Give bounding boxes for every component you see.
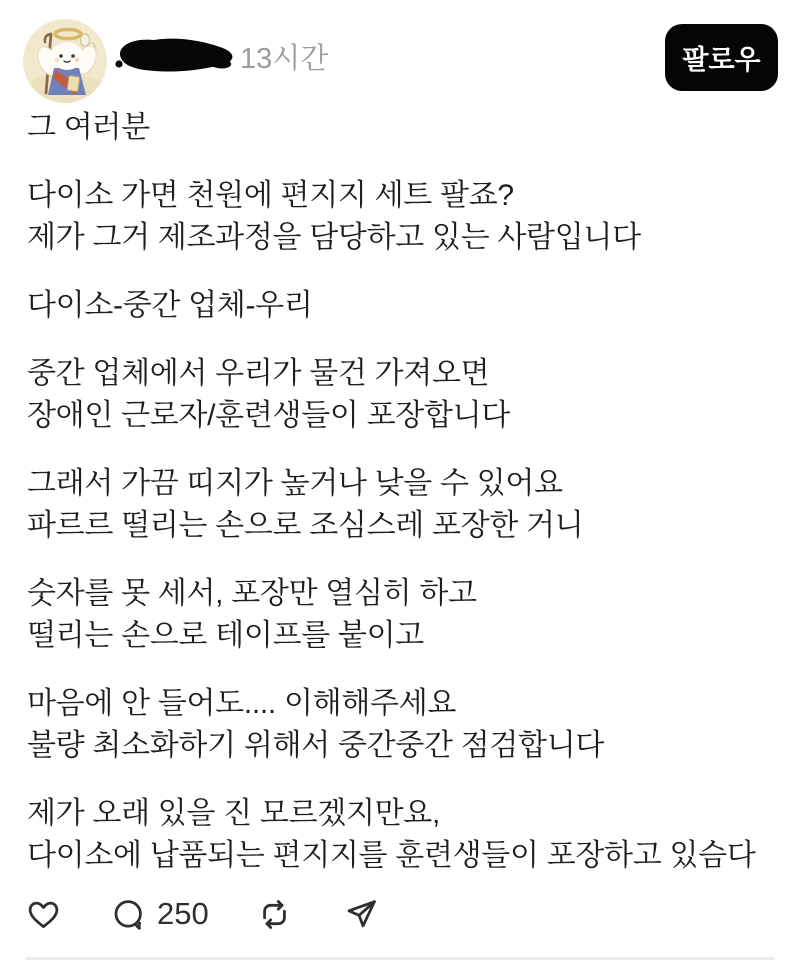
post-paragraph: 숫자를 못 세서, 포장만 열심히 하고 떨리는 손으로 테이프를 붙이고 [27,577,477,652]
post-paragraph: 제가 오래 있을 진 모르겠지만요, 다이소에 납품되는 편지지를 훈련생들이 포장하고 있슴다 [27,797,756,872]
avatar[interactable] [23,19,107,103]
action-bar [0,892,800,936]
timestamp: 13시간 [240,43,329,75]
speech-bubble-icon [111,897,146,932]
saint-character-avatar-image [23,19,107,103]
post-paragraph: 그 여러분 [27,111,150,144]
reply-button[interactable] [111,894,209,934]
post-paragraph: 그래서 가끔 띠지가 높거나 낮을 수 있어요 파르르 떨리는 손으로 조심스레 포장한 거니 [27,467,584,542]
post-paragraph: 다이소-중간 업체-우리 [27,289,313,322]
post-body [27,107,782,877]
post-paragraph: 중간 업체에서 우리가 물건 가져오면 장애인 근로자/훈련생들이 포장합니다 [27,357,510,432]
redacted-username[interactable] [110,34,240,80]
post-paragraph: 다이소 가면 천원에 편지지 세트 팔죠? 제가 그거 제조과정을 담당하고 있는 사람입니다 [27,179,641,254]
post-paragraph: 마음에 안 들어도.... 이해해주세요 불량 최소화하기 위해서 중간중간 점검합니다 [27,687,605,762]
like-button[interactable] [26,897,61,932]
follow-button[interactable]: 팔로우 [665,24,778,91]
reply-count: 250 [157,896,209,931]
send-paper-plane-icon [343,897,379,932]
bottom-divider [25,957,775,960]
repost-button[interactable] [257,897,292,932]
repost-cycle-icon [257,897,292,932]
heart-icon [26,897,61,932]
share-button[interactable] [343,897,379,932]
